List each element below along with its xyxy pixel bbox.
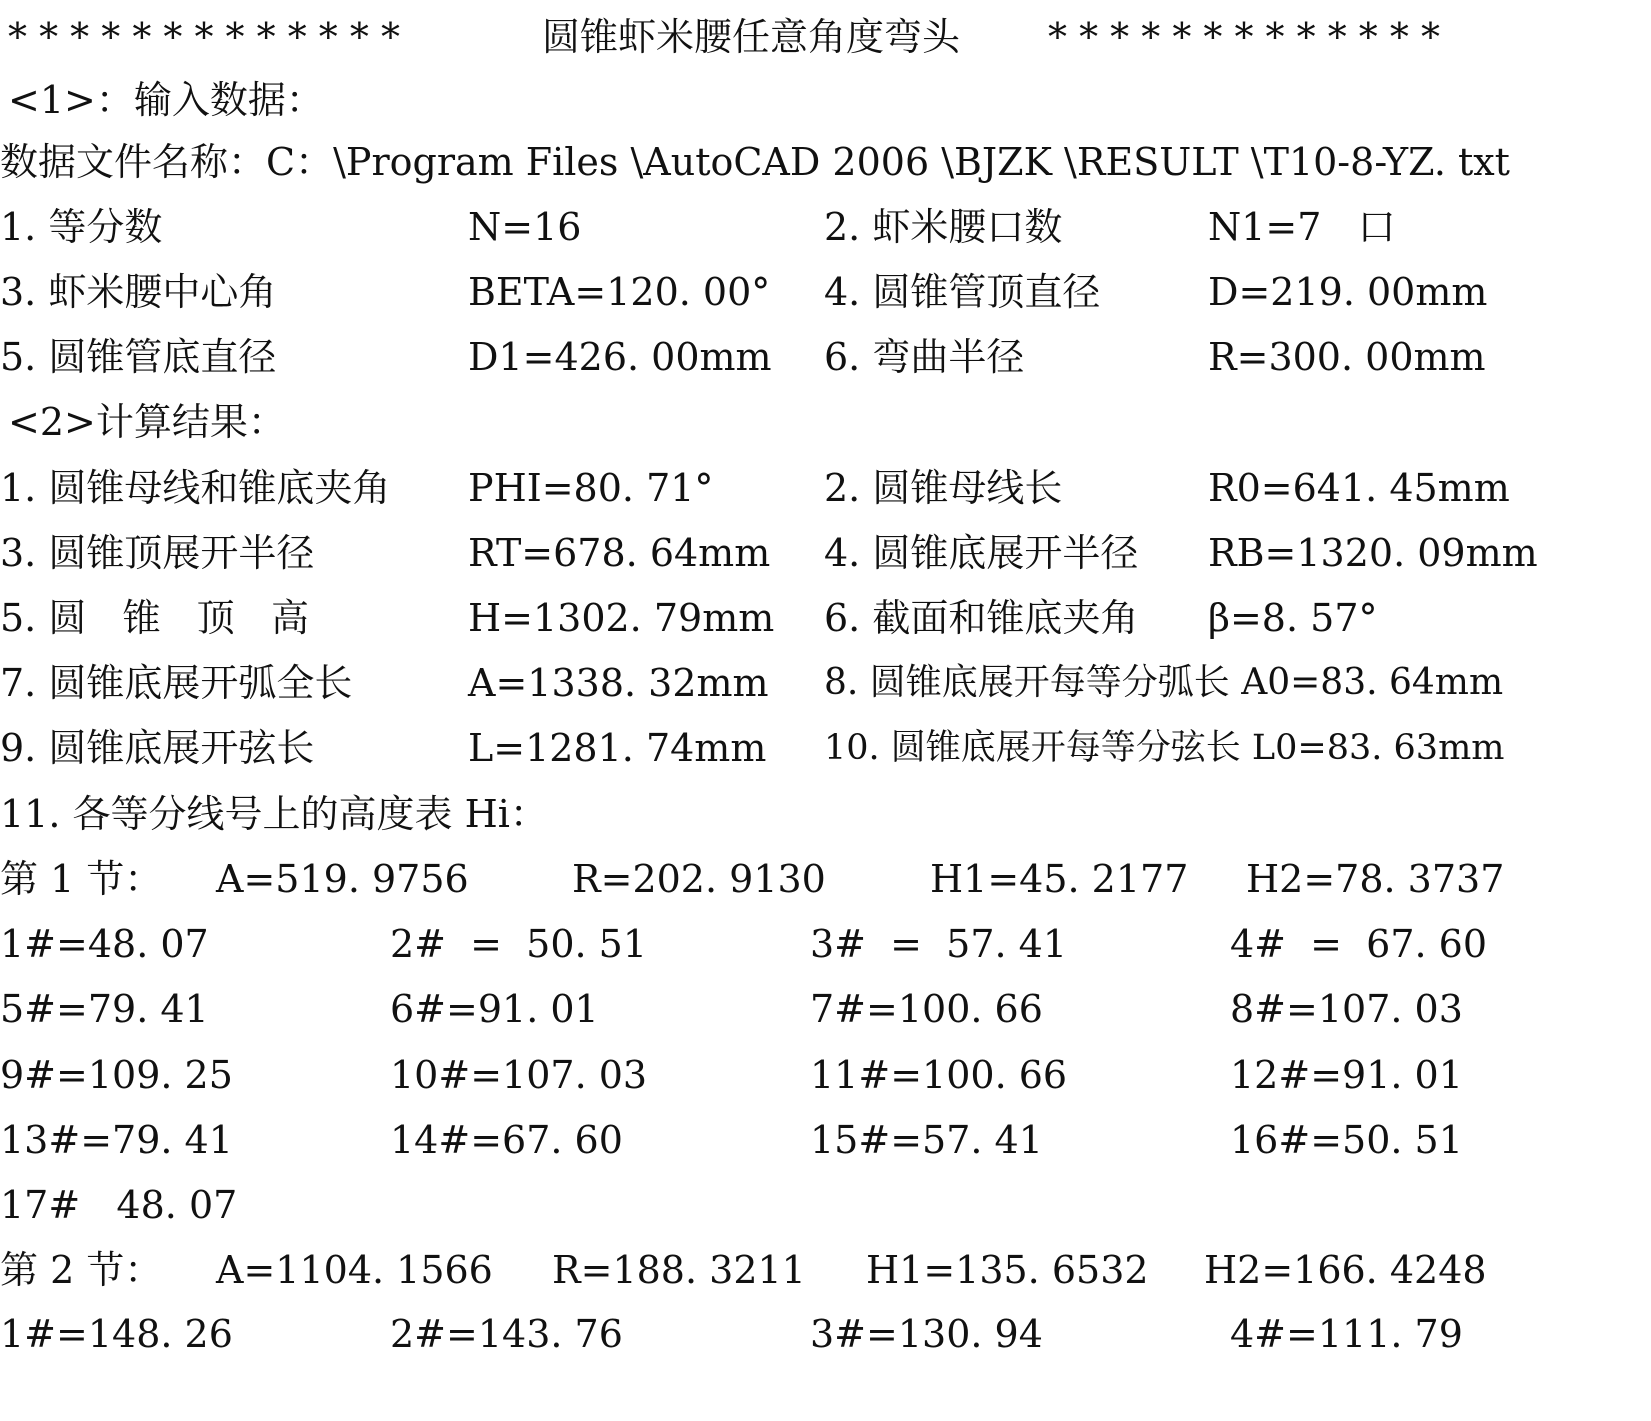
title-stars-right: * * * * * * * * * * * * * <box>1048 15 1440 59</box>
node-h2-value: H2=78. 3737 <box>1246 857 1505 901</box>
node-header-row <box>0 851 1651 907</box>
input-row <box>0 199 1651 255</box>
height-cell: 1#=148. 26 <box>0 1312 233 1356</box>
result-value-left: H=1302. 79mm <box>468 596 775 640</box>
title-stars-left: * * * * * * * * * * * * * <box>8 15 400 59</box>
input-label-right: 6. 弯曲半径 <box>824 335 1025 379</box>
section2-heading: <2>计算结果： <box>8 400 286 444</box>
input-label-left: 5. 圆锥管底直径 <box>0 335 277 379</box>
height-row <box>0 916 1651 972</box>
result-value-left: PHI=80. 71° <box>468 466 714 510</box>
input-value-left: D1=426. 00mm <box>468 335 772 379</box>
node-label: 第 2 节： <box>0 1248 163 1292</box>
node-h2-value: H2=166. 4248 <box>1204 1248 1487 1292</box>
height-cell: 3# = 57. 41 <box>810 922 1068 966</box>
height-cell: 10#=107. 03 <box>390 1053 648 1097</box>
input-label-left: 1. 等分数 <box>0 205 163 249</box>
result-label-right: 2. 圆锥母线长 <box>824 466 1063 510</box>
result-value-right: R0=641. 45mm <box>1208 466 1510 510</box>
result-label-left: 7. 圆锥底展开弧全长 <box>0 661 353 705</box>
result-value-right: RB=1320. 09mm <box>1208 531 1538 575</box>
node-r-value: R=202. 9130 <box>572 857 826 901</box>
height-cell: 8#=107. 03 <box>1230 987 1463 1031</box>
input-value-left: BETA=120. 00° <box>468 270 771 314</box>
height-row <box>0 1306 1651 1362</box>
page-title: 圆锥虾米腰任意角度弯头 <box>542 15 961 59</box>
input-row <box>0 264 1651 320</box>
height-cell: 13#=79. 41 <box>0 1118 233 1162</box>
section1-heading-row <box>0 72 1651 128</box>
height-cell: 7#=100. 66 <box>810 987 1043 1031</box>
result-label-right: 10. 圆锥底展开每等分弦长 L0=83. 63mm <box>824 728 1505 768</box>
node-a-value: A=1104. 1566 <box>216 1248 493 1292</box>
node-h1-value: H1=135. 6532 <box>866 1248 1149 1292</box>
input-value-right: N1=7 口 <box>1208 205 1396 249</box>
result-row <box>0 525 1651 581</box>
height-cell: 5#=79. 41 <box>0 987 209 1031</box>
node-label: 第 1 节： <box>0 857 163 901</box>
height-cell: 9#=109. 25 <box>0 1053 233 1097</box>
node-h1-value: H1=45. 2177 <box>930 857 1189 901</box>
result-row <box>0 460 1651 516</box>
height-row <box>0 1047 1651 1103</box>
height-cell: 4# = 67. 60 <box>1230 922 1488 966</box>
section1-heading: <1>：输入数据： <box>8 78 324 122</box>
height-cell: 3#=130. 94 <box>810 1312 1043 1356</box>
node-r-value: R=188. 3211 <box>552 1248 806 1292</box>
result-label-left: 1. 圆锥母线和锥底夹角 <box>0 466 391 510</box>
section2-heading-row <box>0 394 1651 450</box>
input-label-right: 2. 虾米腰口数 <box>824 205 1063 249</box>
result-row <box>0 590 1651 646</box>
result-value-right: β=8. 57° <box>1208 596 1378 640</box>
height-cell: 2# = 50. 51 <box>390 922 648 966</box>
height-row <box>0 981 1651 1037</box>
height-table-heading: 11. 各等分线号上的高度表 Hi： <box>0 792 548 836</box>
height-cell: 14#=67. 60 <box>390 1118 623 1162</box>
height-table-heading-row <box>0 786 1651 842</box>
input-label-left: 3. 虾米腰中心角 <box>0 270 277 314</box>
node-a-value: A=519. 9756 <box>216 857 469 901</box>
input-row <box>0 329 1651 385</box>
result-value-left: A=1338. 32mm <box>468 661 769 705</box>
file-name-row <box>0 134 1651 190</box>
result-label-left: 9. 圆锥底展开弦长 <box>0 726 315 770</box>
result-row <box>0 655 1651 711</box>
height-cell: 17# 48. 07 <box>0 1183 238 1227</box>
result-label-right: 4. 圆锥底展开半径 <box>824 531 1139 575</box>
height-cell: 12#=91. 01 <box>1230 1053 1463 1097</box>
height-cell: 6#=91. 01 <box>390 987 599 1031</box>
height-row <box>0 1177 1651 1233</box>
file-name-text: 数据文件名称：C：\Program Files \AutoCAD 2006 \BJZK \RESULT \T10-8-YZ. txt <box>0 140 1510 184</box>
result-label-left: 5. 圆 锥 顶 高 <box>0 596 310 640</box>
input-value-right: D=219. 00mm <box>1208 270 1488 314</box>
result-row <box>0 720 1651 776</box>
result-label-right: 6. 截面和锥底夹角 <box>824 596 1139 640</box>
result-label-right: 8. 圆锥底展开每等分弧长 A0=83. 64mm <box>824 662 1504 703</box>
title-row <box>0 9 1651 65</box>
height-cell: 15#=57. 41 <box>810 1118 1043 1162</box>
result-value-left: L=1281. 74mm <box>468 726 767 770</box>
height-cell: 11#=100. 66 <box>810 1053 1068 1097</box>
height-row <box>0 1112 1651 1168</box>
input-value-left: N=16 <box>468 205 582 249</box>
result-label-left: 3. 圆锥顶展开半径 <box>0 531 315 575</box>
height-cell: 16#=50. 51 <box>1230 1118 1463 1162</box>
height-cell: 1#=48. 07 <box>0 922 209 966</box>
height-cell: 2#=143. 76 <box>390 1312 623 1356</box>
input-label-right: 4. 圆锥管顶直径 <box>824 270 1101 314</box>
node-header-row <box>0 1242 1651 1298</box>
height-cell: 4#=111. 79 <box>1230 1312 1463 1356</box>
result-value-left: RT=678. 64mm <box>468 531 771 575</box>
input-value-right: R=300. 00mm <box>1208 335 1486 379</box>
